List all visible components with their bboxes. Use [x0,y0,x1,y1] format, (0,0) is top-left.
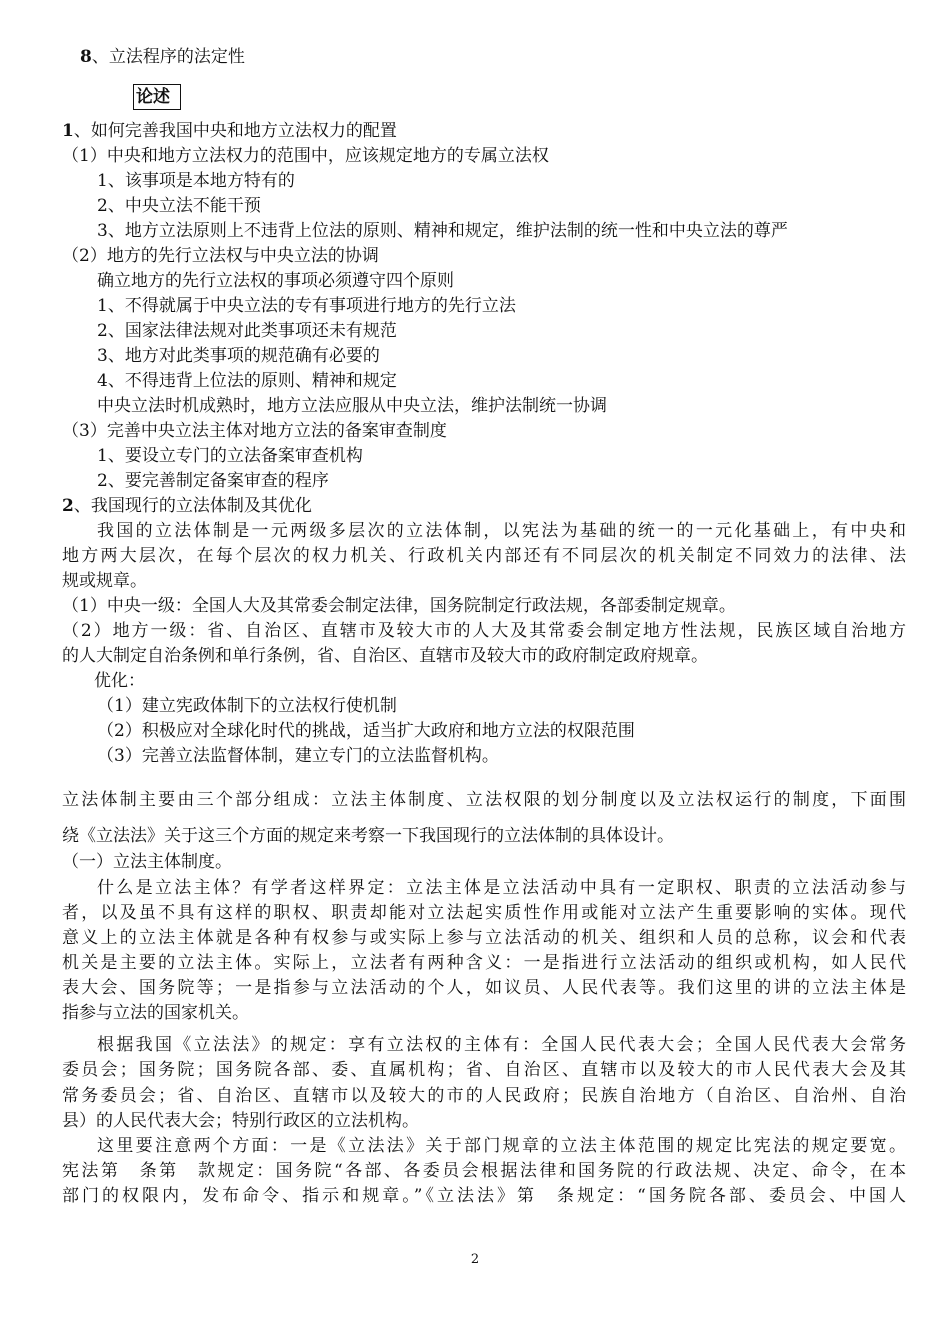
q1-point-2: （2）地方的先行立法权与中央立法的协调 [62,246,379,266]
question-1-number: 1 [62,121,74,141]
q1-point-2-intro: 确立地方的先行立法权的事项必须遵守四个原则 [97,271,454,291]
system-intro-line-2: 绕《立法法》关于这三个方面的规定来考察一下我国现行的立法体制的具体设计。 [62,826,674,846]
q2-paragraph-line-1: 我国的立法体制是一元两级多层次的立法体制，以宪法为基础的统一的一元化基础上，有中央和 [97,521,906,541]
optimization-2: （2）积极应对全球化时代的挑战，适当扩大政府和地方立法的权限范围 [97,721,635,741]
q1-point-2-d: 4、不得违背上位法的原则、精神和规定 [97,371,397,391]
para-3-line-1: 这里要注意两个方面：一是《立法法》关于部门规章的立法主体范围的规定比宪法的规定要宽。 [97,1136,906,1156]
question-1-title: 、如何完善我国中央和地方立法权力的配置 [73,121,397,141]
q1-point-3: （3）完善中央立法主体对地方立法的备案审查制度 [62,421,447,441]
para-2-line-3: 常务委员会；省、自治区、直辖市以及较大的市的人民政府；民族自治地方（自治区、自治州、自治 [62,1086,906,1106]
q2-local-level-line-1: （2）地方一级：省、自治区、直辖市及较大市的人大及其常委会制定地方性法规，民族区域自治地方 [62,621,906,641]
q1-point-2-conclusion: 中央立法时机成熟时，地方立法应服从中央立法，维护法制统一协调 [97,396,607,416]
para-2-line-2: 委员会；国务院；国务院各部、委、直属机构；省、自治区、直辖市以及较大的市人民代表大会及其 [62,1060,906,1080]
item-8-number: 8 [80,47,92,67]
para-2-line-1: 根据我国《立法法》的规定：享有立法权的主体有：全国人民代表大会；全国人民代表大会常务 [97,1035,906,1055]
q1-point-3-a: 1、要设立专门的立法备案审查机构 [97,446,363,466]
item-8-text: 、立法程序的法定性 [91,47,245,67]
para-1-line-3: 意义上的立法主体就是各种有权参与或实际上参与立法活动的机关、组织和人员的总称，议会和代表 [62,928,906,948]
system-intro-line-1: 立法体制主要由三个部分组成：立法主体制度、立法权限的划分制度以及立法权运行的制度，下面围 [62,790,906,810]
q1-point-1-b: 2、中央立法不能干预 [97,196,261,216]
question-2-number: 2 [62,496,74,516]
q2-paragraph-line-3: 规或规章。 [62,571,147,591]
q1-point-1-c: 3、地方立法原则上不违背上位法的原则、精神和规定，维护法制的统一性和中央立法的尊严 [97,221,788,241]
q2-paragraph-line-2: 地方两大层次，在每个层次的权力机关、行政机关内部还有不同层次的机关制定不同效力的法律、法 [62,546,906,566]
page-number: 2 [470,1252,480,1267]
question-1-heading [62,119,397,143]
optimization-3: （3）完善立法监督体制，建立专门的立法监督机构。 [97,746,499,766]
item-8 [80,45,245,69]
para-1-line-1: 什么是立法主体？有学者这样界定：立法主体是立法活动中具有一定职权、职责的立法活动参与 [97,878,906,898]
q2-local-level-line-2: 的人大制定自治条例和单行条例，省、自治区、直辖市及较大市的政府制定政府规章。 [62,646,708,666]
subsection-1-heading: （一）立法主体制度。 [62,852,232,872]
q1-point-1: （1）中央和地方立法权力的范围中，应该规定地方的专属立法权 [62,146,549,166]
q1-point-3-b: 2、要完善制定备案审查的程序 [97,471,329,491]
para-3-line-3: 部门的权限内，发布命令、指示和规章。”《立法法》第 条规定：“国务院各部、委员会、中国人 [62,1186,906,1206]
para-3-line-2: 宪法第 条第 款规定：国务院“各部、各委员会根据法律和国务院的行政法规、决定、命令，在本 [62,1161,906,1181]
para-1-line-2: 者，以及虽不具有这样的职权、职责却能对立法起实质性作用或能对立法产生重要影响的实体。现代 [62,903,906,923]
q1-point-2-a: 1、不得就属于中央立法的专有事项进行地方的先行立法 [97,296,516,316]
q1-point-1-a: 1、该事项是本地方特有的 [97,171,295,191]
para-1-line-4: 机关是主要的立法主体。实际上，立法者有两种含义：一是指进行立法活动的组织或机构，如人民代 [62,953,906,973]
para-1-line-6: 指参与立法的国家机关。 [62,1003,249,1023]
q1-point-2-b: 2、国家法律法规对此类事项还未有规范 [97,321,397,341]
optimization-title: 优化： [94,671,145,691]
section-heading-box: 论述 [133,84,181,110]
q1-point-2-c: 3、地方对此类事项的规范确有必要的 [97,346,380,366]
question-2-heading [62,494,312,518]
para-2-line-4: 县）的人民代表大会；特别行政区的立法机构。 [62,1111,419,1131]
para-1-line-5: 表大会、国务院等；一是指参与立法活动的个人，如议员、人民代表等。我们这里的讲的立法主体是 [62,978,906,998]
optimization-1: （1）建立宪政体制下的立法权行使机制 [97,696,397,716]
question-2-title: 、我国现行的立法体制及其优化 [73,496,312,516]
q2-central-level: （1）中央一级：全国人大及其常委会制定法律，国务院制定行政法规，各部委制定规章。 [62,596,736,616]
